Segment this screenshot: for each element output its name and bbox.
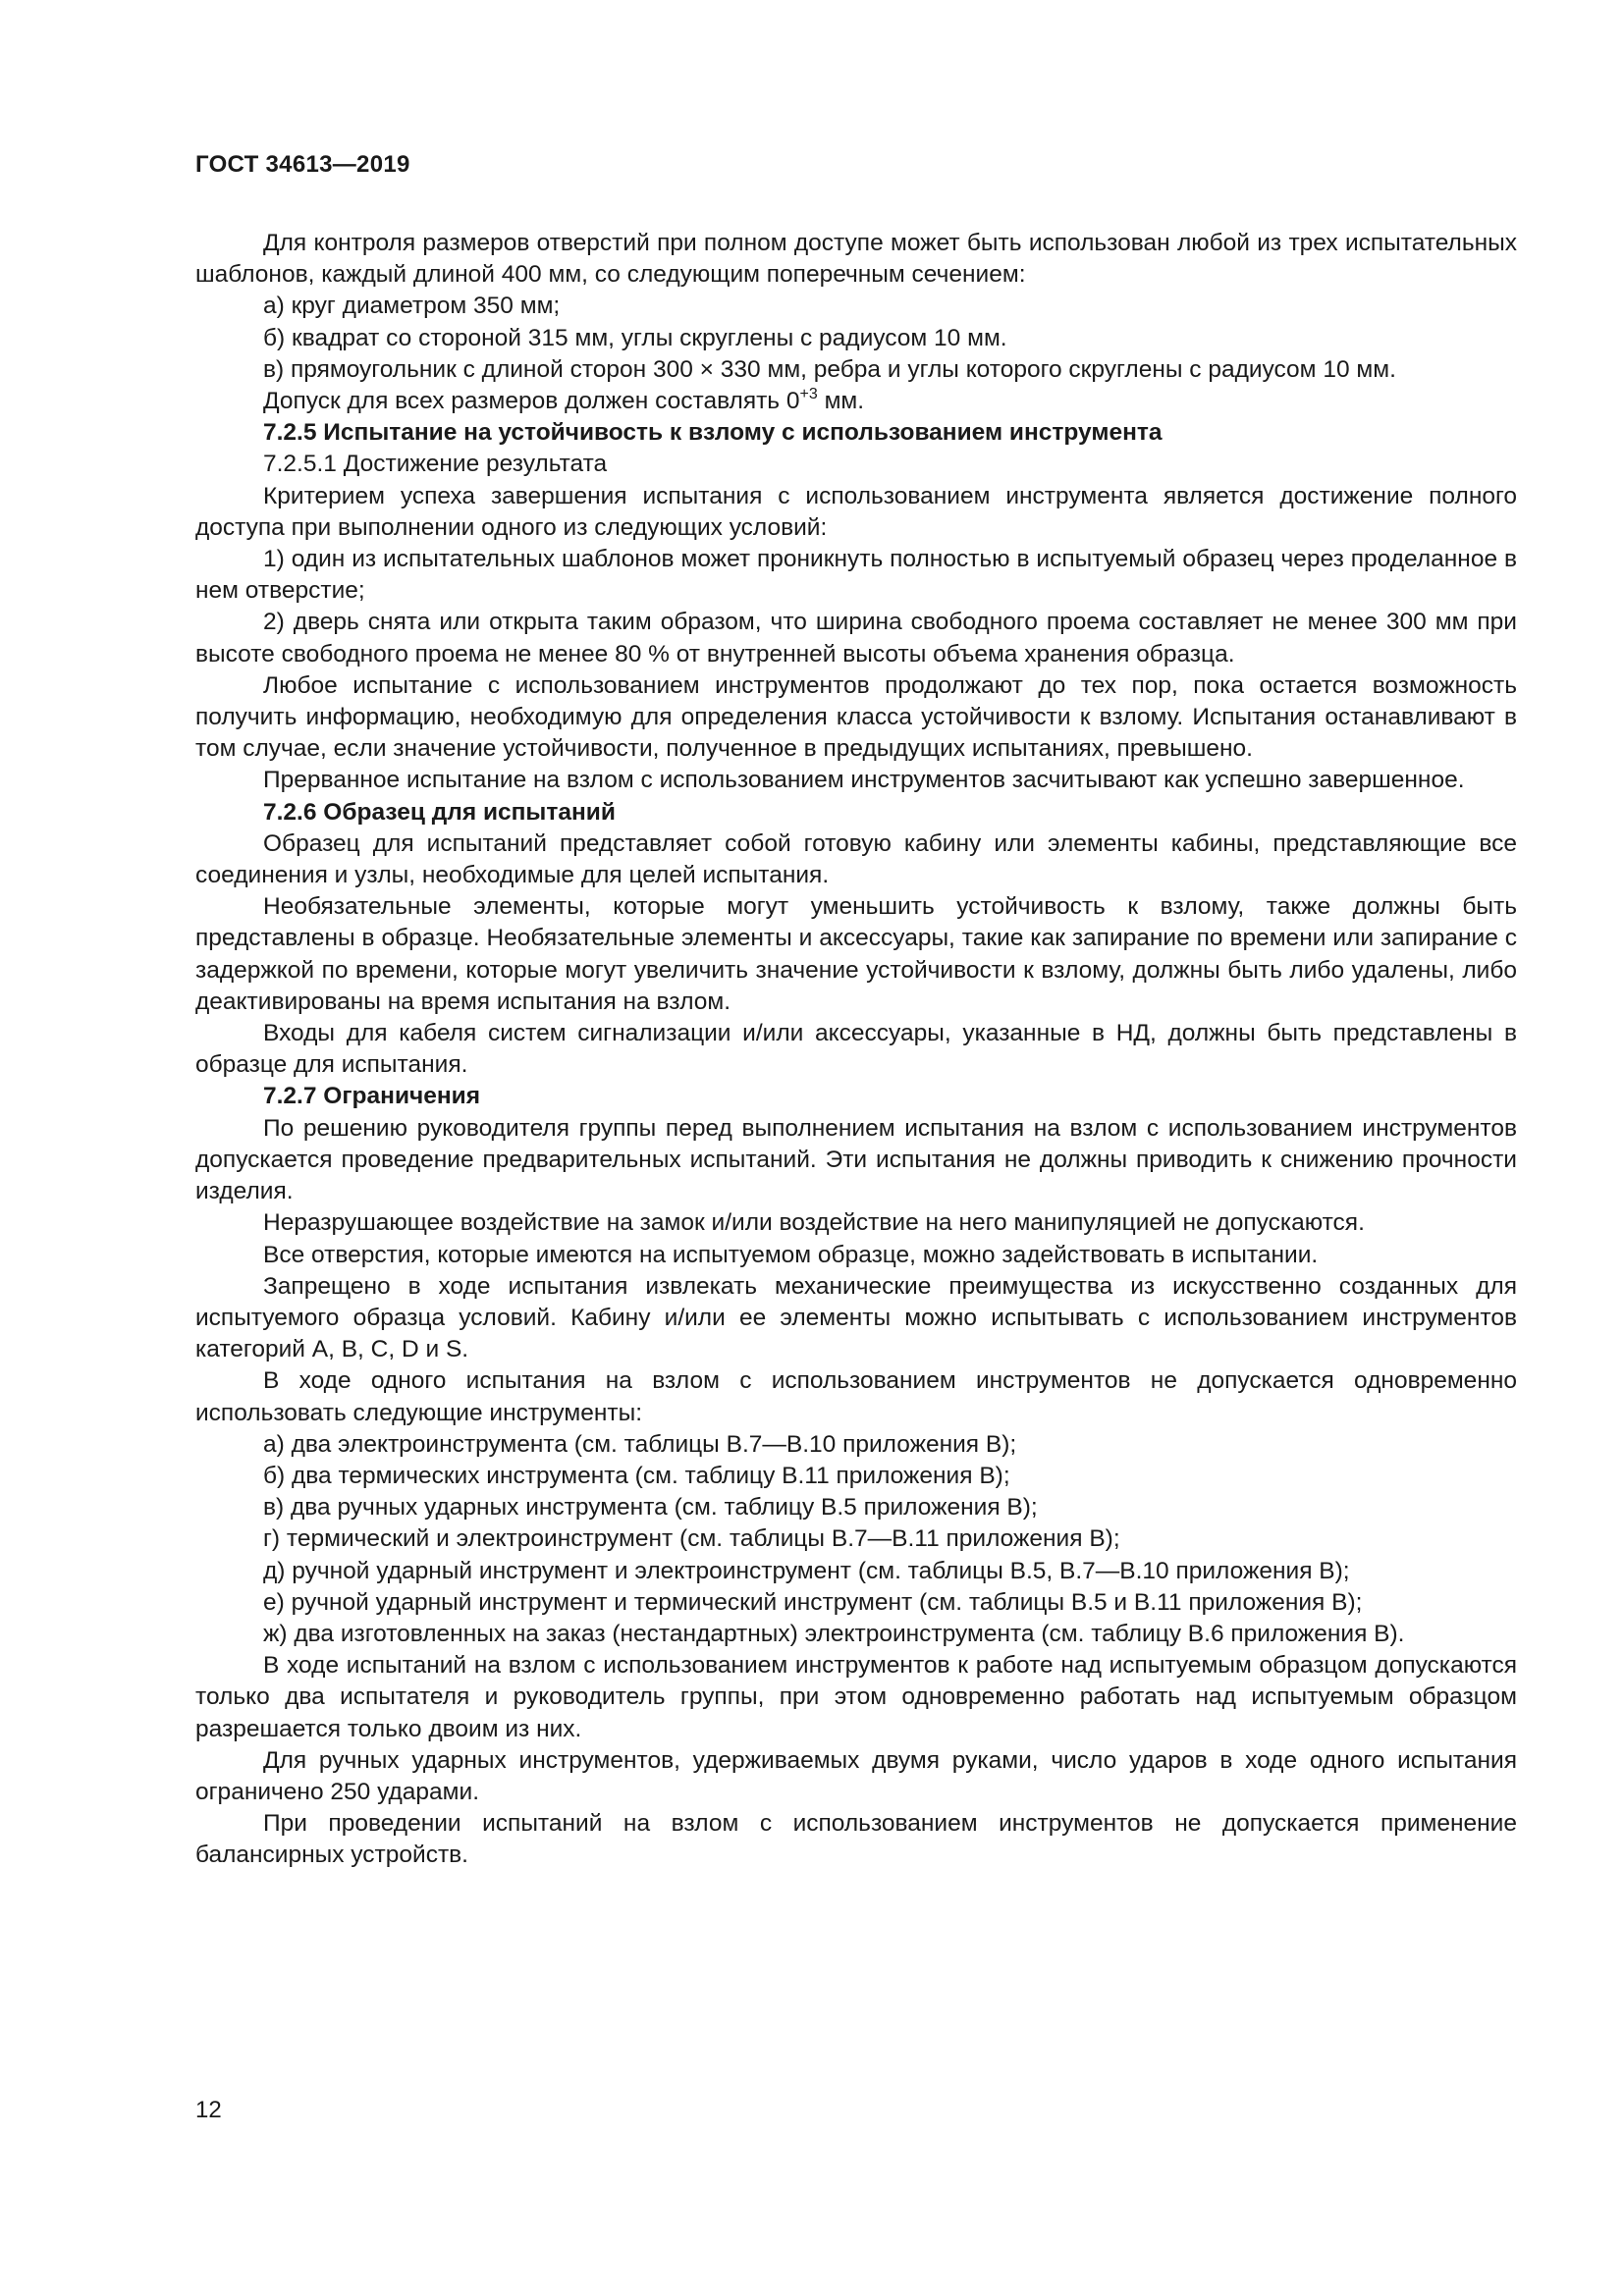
list-item: 2) дверь снята или открыта таким образом, что ширина свободного проема составляет не менее 300 мм при высоте свободного проема не менее 80 % от внутренней высоты объема хранения образца. (195, 609, 1517, 667)
tolerance-text: Допуск для всех размеров должен составлять 0 (263, 388, 800, 415)
paragraph: В ходе испытаний на взлом с использованием инструментов к работе над испытуемым образцом допускаются только два испытателя и руководитель группы, при этом одновременно работать над испытуемым образцом разрешается только двоим из них. (195, 1652, 1517, 1742)
section-heading-7-2-6: 7.2.6 Образец для испытаний (263, 798, 616, 826)
paragraph: Все отверстия, которые имеются на испытуемом образце, можно задействовать в испытании. (263, 1241, 1319, 1268)
paragraph: В ходе одного испытания на взлом с использованием инструментов не допускается одновременно использовать следующие инструменты: (195, 1367, 1517, 1426)
tolerance-unit: мм. (817, 388, 865, 415)
paragraph: Прерванное испытание на взлом с использованием инструментов засчитывают как успешно завершенное. (263, 767, 1465, 794)
paragraph: Образец для испытаний представляет собой готовую кабину или элементы кабины, представляющие все соединения и узлы, необходимые для целей испытания. (195, 829, 1517, 889)
page-number: 12 (195, 2097, 222, 2123)
list-item: б) квадрат со стороной 315 мм, углы скруглены с радиусом 10 мм. (263, 324, 1007, 351)
paragraph: Любое испытание с использованием инструментов продолжают до тех пор, пока остается возможность получить информацию, необходимую для определения класса устойчивости к взлому. Испытания останавливают в том случае, если значение устойчивости, полученное в предыдущих испытаниях, превышено. (195, 671, 1517, 763)
list-item: в) два ручных ударных инструмента (см. таблицу В.5 приложения В); (263, 1494, 1038, 1522)
list-item: а) круг диаметром 350 мм; (263, 293, 561, 320)
list-item: 1) один из испытательных шаблонов может проникнуть полностью в испытуемый образец через проделанное в нем отверстие; (195, 546, 1517, 605)
document-code-header: ГОСТ 34613—2019 (195, 151, 410, 178)
list-item: а) два электроинструмента (см. таблицы В.7—В.10 приложения В); (263, 1430, 1017, 1458)
paragraph: При проведении испытаний на взлом с использованием инструментов не допускается применение балансирных устройств. (195, 1810, 1517, 1869)
document-body (195, 228, 1517, 1872)
list-item: г) термический и электроинструмент (см. таблицы В.7—В.11 приложения В); (263, 1525, 1120, 1553)
paragraph: Необязательные элементы, которые могут уменьшить устойчивость к взлому, также должны быть представлены в образце. Необязательные элементы и аксессуары, такие как запирание по времени или запирание с задержкой по времени, которые могут увеличить значение устойчивости к взлому, должны быть либо удалены, либо деактивированы на время испытания на взлом. (195, 893, 1517, 1015)
paragraph: По решению руководителя группы перед выполнением испытания на взлом с использованием инструментов допускается проведение предварительных испытаний. Эти испытания не должны приводить к снижению прочности изделия. (195, 1114, 1517, 1205)
paragraph: Для контроля размеров отверстий при полном доступе может быть использован любой из трех испытательных шаблонов, каждый длиной 400 мм, со следующим поперечным сечением: (195, 230, 1517, 289)
tolerance-superscript: +3 (799, 386, 818, 403)
list-item: ж) два изготовленных на заказ (нестандартных) электроинструмента (см. таблицу В.6 приложения В). (263, 1620, 1405, 1647)
paragraph-tolerance (195, 386, 1517, 417)
subsection-heading-7-2-5-1: 7.2.5.1 Достижение результата (263, 451, 608, 478)
section-heading-7-2-7: 7.2.7 Ограничения (263, 1083, 481, 1110)
paragraph: Для ручных ударных инструментов, удерживаемых двумя руками, число ударов в ходе одного испытания ограничено 250 ударами. (195, 1746, 1517, 1805)
paragraph: Критерием успеха завершения испытания с использованием инструмента является достижение полного доступа при выполнении одного из следующих условий: (195, 482, 1517, 541)
paragraph: Неразрушающее воздействие на замок и/или воздействие на него манипуляцией не допускаются. (263, 1209, 1365, 1237)
list-item: б) два термических инструмента (см. таблицу В.11 приложения В); (263, 1462, 1010, 1489)
list-item: е) ручной ударный инструмент и термический инструмент (см. таблицы В.5 и В.11 приложения В); (263, 1588, 1363, 1616)
paragraph: Запрещено в ходе испытания извлекать механические преимущества из искусственно созданных для испытуемого образца условий. Кабину и/или ее элементы можно испытывать с использованием инструментов категорий A, B, C, D и S. (195, 1272, 1517, 1363)
list-item: д) ручной ударный инструмент и электроинструмент (см. таблицы В.5, В.7—В.10 приложения В); (263, 1557, 1350, 1584)
list-item: в) прямоугольник с длиной сторон 300 × 330 мм, ребра и углы которого скруглены с радиусом 10 мм. (263, 355, 1396, 383)
paragraph: Входы для кабеля систем сигнализации и/или аксессуары, указанные в НД, должны быть представлены в образце для испытания. (195, 1020, 1517, 1079)
section-heading-7-2-5: 7.2.5 Испытание на устойчивость к взлому с использованием инструмента (263, 419, 1163, 447)
